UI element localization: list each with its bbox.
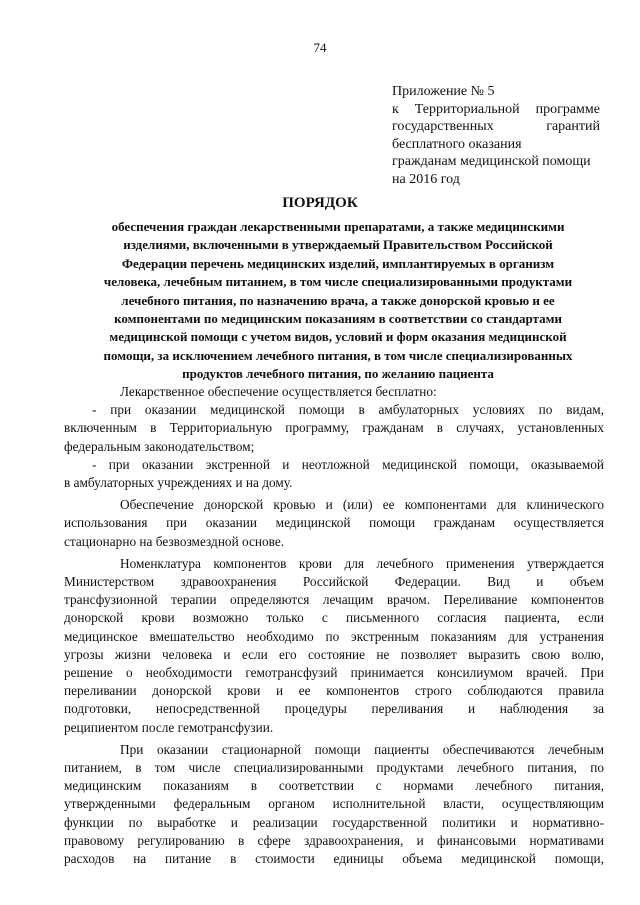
paragraph-blood-components	[64, 555, 604, 737]
title-line: продуктов лечебного питания, по желанию пациента	[182, 366, 494, 382]
appendix-block	[392, 83, 600, 189]
title-line: Федерации перечень медицинских изделий, имплантируемых в организм	[121, 255, 555, 271]
appendix-line: к Территориальной программе	[392, 101, 600, 117]
paragraph-line: Министерством здравоохранения Российской Федерации. Вид и объем	[64, 574, 604, 590]
title-line: человека, лечебным питанием, в том числе специализированными продуктами	[103, 274, 573, 290]
paragraph-line: расходов на питание в стоимости единицы объема медицинской помощи,	[64, 851, 604, 867]
paragraph-line: включенным в Территориальную программу, гражданам в случаях, установленных	[64, 420, 604, 436]
title-line: лечебного питания, по назначению врача, а также донорской кровью и ее	[121, 292, 555, 308]
appendix-line: на 2016 год	[392, 171, 460, 187]
paragraph-line: трансфузионной терапии определяются лечащим врачом. Переливание компонентов	[64, 592, 604, 608]
paragraph-line: подготовки, непосредственной процедуры переливания и наблюдения за	[64, 701, 604, 717]
paragraph-line: питанием, в том числе специализированными продуктами лечебного питания, по	[64, 760, 604, 776]
title-line: компонентами по медицинским показаниям в соответствии со стандартами	[114, 311, 562, 327]
paragraph-donor-blood	[64, 496, 604, 551]
paragraph-line: реципиентом после гемотрансфузии.	[64, 719, 274, 735]
paragraph-line: При оказании стационарной помощи пациенты обеспечиваются лечебным	[120, 741, 604, 757]
document-body	[64, 383, 604, 868]
paragraph-line: Номенклатура компонентов крови для лечебного применения утверждается	[120, 555, 604, 571]
paragraph-clinical-nutrition	[64, 741, 604, 868]
paragraph-line: медицинское вмешательство необходимо по экстренным показаниям для устранения	[64, 628, 604, 644]
appendix-line: государственных гарантий	[392, 119, 600, 135]
paragraph-line: Обеспечение донорской кровью и (или) ее компонентами для клинического	[120, 497, 604, 513]
paragraph-line: в амбулаторных учреждениях и на дому.	[64, 475, 293, 491]
paragraph-line: утвержденными федеральным органом исполнительной власти, осуществляющим	[64, 796, 604, 812]
appendix-line: Приложение № 5	[392, 84, 495, 99]
paragraph-line: - при оказании медицинской помощи в амбулаторных условиях по видам,	[92, 402, 604, 418]
appendix-line: гражданам медицинской помощи	[392, 154, 591, 170]
paragraph-line: федеральным законодательством;	[64, 438, 255, 454]
paragraph-line: медицинским показаниям в соответствии с нормами лечебного питания,	[64, 778, 604, 794]
document-title	[72, 218, 604, 384]
paragraph-line: решение о необходимости гемотрансфузий принимается консилиумом врачей. При	[64, 665, 604, 681]
document-heading: ПОРЯДОК	[282, 195, 358, 211]
paragraph-line: стационарно на безвозмездной основе.	[64, 533, 285, 549]
paragraph-line: правовому регулированию в сфере здравоохранения, и финансовыми нормативами	[64, 832, 604, 848]
page-number: 74	[313, 40, 327, 55]
paragraph-line: угрозы жизни человека и если его состояние не позволяет выразить свою волю,	[64, 646, 604, 662]
title-line: обеспечения граждан лекарственными препаратами, а также медицинскими	[111, 219, 565, 234]
paragraph-line: - при оказании экстренной и неотложной медицинской помощи, оказываемой	[92, 456, 604, 472]
paragraph-free-medicines	[64, 383, 604, 492]
paragraph-line: функции по выработке и реализации государственной политики и нормативно-	[64, 814, 604, 830]
paragraph-line: использования при оказании медицинской помощи гражданам осуществляется	[64, 515, 604, 531]
appendix-line: бесплатного оказания	[392, 136, 522, 152]
paragraph-line: донорской крови возможно только с письменного согласия пациента, если	[64, 610, 604, 626]
paragraph-line: Лекарственное обеспечение осуществляется бесплатно:	[120, 384, 437, 399]
title-line: изделиями, включенными в утверждаемый Правительством Российской	[123, 237, 553, 253]
title-line: медицинской помощи с учетом видов, условий и форм оказания медицинской	[109, 329, 567, 345]
title-line: помощи, за исключением лечебного питания, в том числе специализированных	[103, 347, 573, 363]
paragraph-line: переливании донорской крови и ее компонентов строго соблюдаются правила	[64, 683, 604, 699]
